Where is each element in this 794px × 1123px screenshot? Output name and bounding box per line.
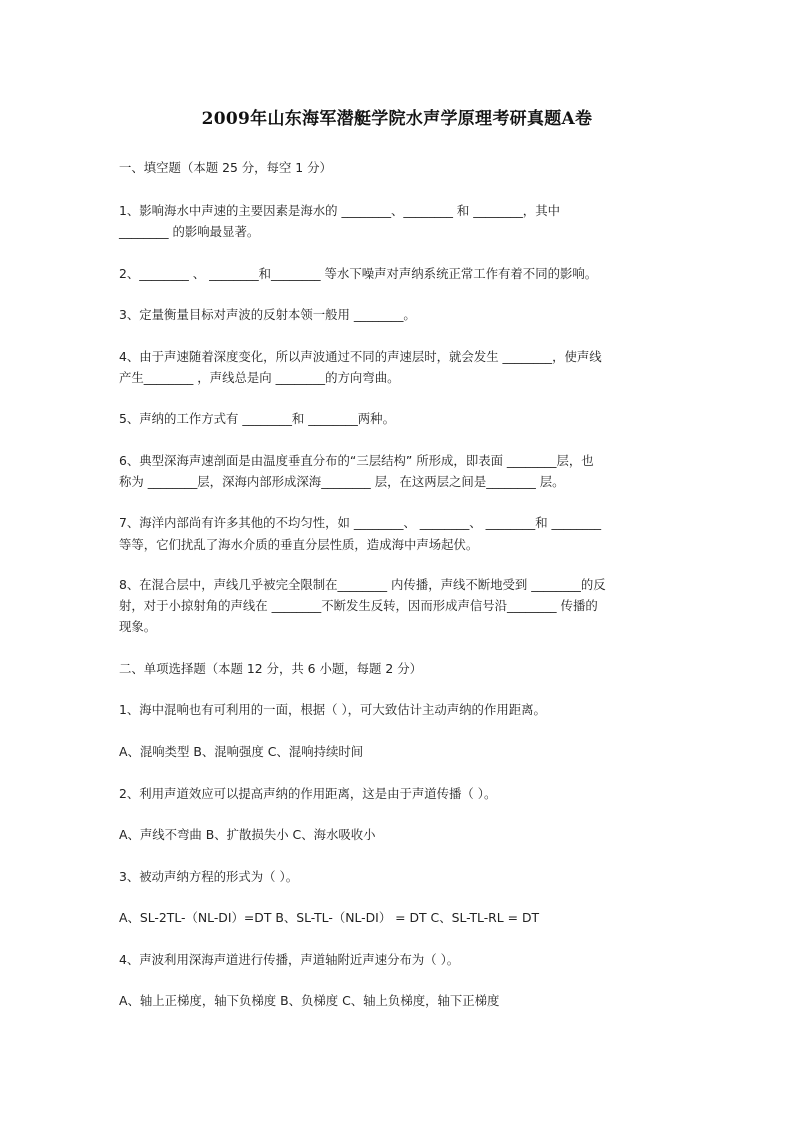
choice-question-4-options: A、轴上正梯度，轴下负梯度 B、负梯度 C、轴上负梯度，轴下正梯度 xyxy=(119,993,500,1008)
fill-question-2: 2、________ 、 ________和________ 等水下噪声对声纳系统正常工作有着不同的影响。 xyxy=(119,266,598,281)
choice-question-2-options: A、声线不弯曲 B、扩散损失小 C、海水吸收小 xyxy=(119,827,376,842)
choice-question-1-options: A、混响类型 B、混响强度 C、混响持续时间 xyxy=(119,744,364,759)
fill-question-1-line-2: ________ 的影响最显著。 xyxy=(119,224,260,239)
fill-question-6-line-2: 称为 ________层，深海内部形成深海________ 层，在这两层之间是________ 层。 xyxy=(119,474,565,489)
fill-question-5: 5、声纳的工作方式有 ________和 ________两种。 xyxy=(119,411,395,426)
fill-question-4-line-1: 4、由于声速随着深度变化，所以声波通过不同的声速层时，就会发生 ________，使声线 xyxy=(119,349,602,364)
fill-question-1-line-1: 1、影响海水中声速的主要因素是海水的 ________、________ 和 ________，其中 xyxy=(119,203,560,218)
fill-question-7-line-1: 7、海洋内部尚有许多其他的不均匀性，如 ________、 ________、 ________和 ________ xyxy=(119,515,602,530)
fill-question-8-line-2: 射，对于小掠射角的声线在 ________不断发生反转，因而形成声信号沿________ 传播的 xyxy=(119,598,598,613)
choice-question-3-options: A、SL-2TL-（NL-DI）=DT B、SL-TL-（NL-DI） = DT C、SL-TL-RL = DT xyxy=(119,910,540,925)
fill-question-3: 3、定量衡量目标对声波的反射本领一般用 ________。 xyxy=(119,307,416,322)
fill-question-8-line-3: 现象。 xyxy=(119,619,157,634)
choice-question-1: 1、海中混响也有可利用的一面，根据（ ），可大致估计主动声纳的作用距离。 xyxy=(119,702,546,717)
choice-question-4: 4、声波利用深海声道进行传播，声道轴附近声速分布为（ ）。 xyxy=(119,952,460,967)
section-1-heading: 一、填空题（本题 25 分，每空 1 分） xyxy=(119,160,332,175)
fill-question-7-line-2: 等等，它们扰乱了海水介质的垂直分层性质，造成海中声场起伏。 xyxy=(119,537,479,552)
fill-question-4-line-2: 产生________ ，声线总是向 ________的方向弯曲。 xyxy=(119,370,400,385)
choice-question-2: 2、利用声道效应可以提高声纳的作用距离，这是由于声道传播（ ）。 xyxy=(119,786,497,801)
choice-question-3: 3、被动声纳方程的形式为（ ）。 xyxy=(119,869,299,884)
page-title: 2009年山东海军潜艇学院水声学原理考研真题A卷 xyxy=(201,109,593,129)
fill-question-6-line-1: 6、典型深海声速剖面是由温度垂直分布的“三层结构” 所形成，即表面 ________层，也 xyxy=(119,453,594,468)
fill-question-8-line-1: 8、在混合层中，声线几乎被完全限制在________ 内传播，声线不断地受到 ________的反 xyxy=(119,577,606,592)
section-2-heading: 二、单项选择题（本题 12 分，共 6 小题，每题 2 分） xyxy=(119,661,422,676)
